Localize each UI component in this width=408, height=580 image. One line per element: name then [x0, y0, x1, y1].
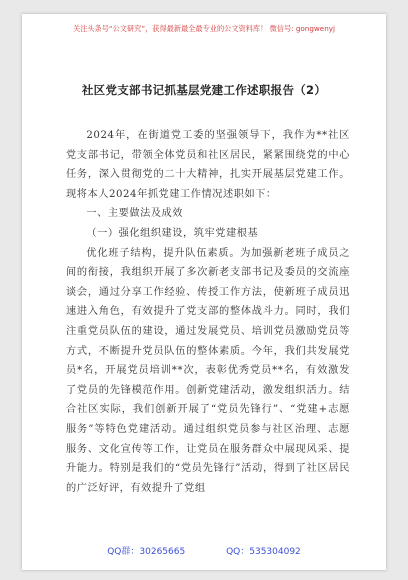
section-heading: 一、主要做法及成效 — [86, 208, 184, 220]
qq-group-number: QQ群：30265665 — [107, 547, 186, 557]
subsection-heading: （一）强化组织建设，筑牢党建根基 — [86, 227, 259, 239]
promo-banner: 关注头条号“公文研究”，获得最新最全最专业的公文资料库！ 微信号: gongwenyj — [72, 24, 336, 33]
qq-number: QQ：535304092 — [226, 547, 301, 557]
contact-footer — [22, 544, 386, 557]
document-body — [66, 126, 350, 498]
body-paragraph: 优化班子结构，提升队伍素质。为加强新老班子成员之间的衔接，我组织开展了多次新老支部书记及委员的交流座谈会，通过分享工作经验、传授工作方法，使新班子成员迅速进入角色，有效提升了党支部的整体战斗力。同时，我们注重党员队伍的建设，通过发展党员、培训党员激励党员等方式，不断提升党员队伍的整体素质。今年，我们共发展党员*名，开展党员培训**次，表彰优秀党员**名，有效激发了党员的先锋模范作用。创新党建活动，激发组织活力。结合社区实际，我们创新开展了“党员先锋行”、“党建+志愿服务”等特色党建活动。通过组织党员参与社区治理、志愿服务、文化宣传等工作，让党员在服务群众中展现风采、提升能力。特别是我们的“党员先锋行”活动，得到了社区居民的广泛好评，有效提升了党组 — [66, 247, 350, 494]
document-page — [22, 14, 386, 570]
intro-paragraph: 2024年，在街道党工委的坚强领导下，我作为**社区党支部书记，带领全体党员和社区居民，紧紧围绕党的中心任务，深入贯彻党的二十大精神，扎实开展基层党建工作。现将本人2024年抓党建工作情况述职如下： — [66, 130, 350, 200]
document-title: 社区党支部书记抓基层党建工作述职报告（2） — [81, 83, 327, 97]
